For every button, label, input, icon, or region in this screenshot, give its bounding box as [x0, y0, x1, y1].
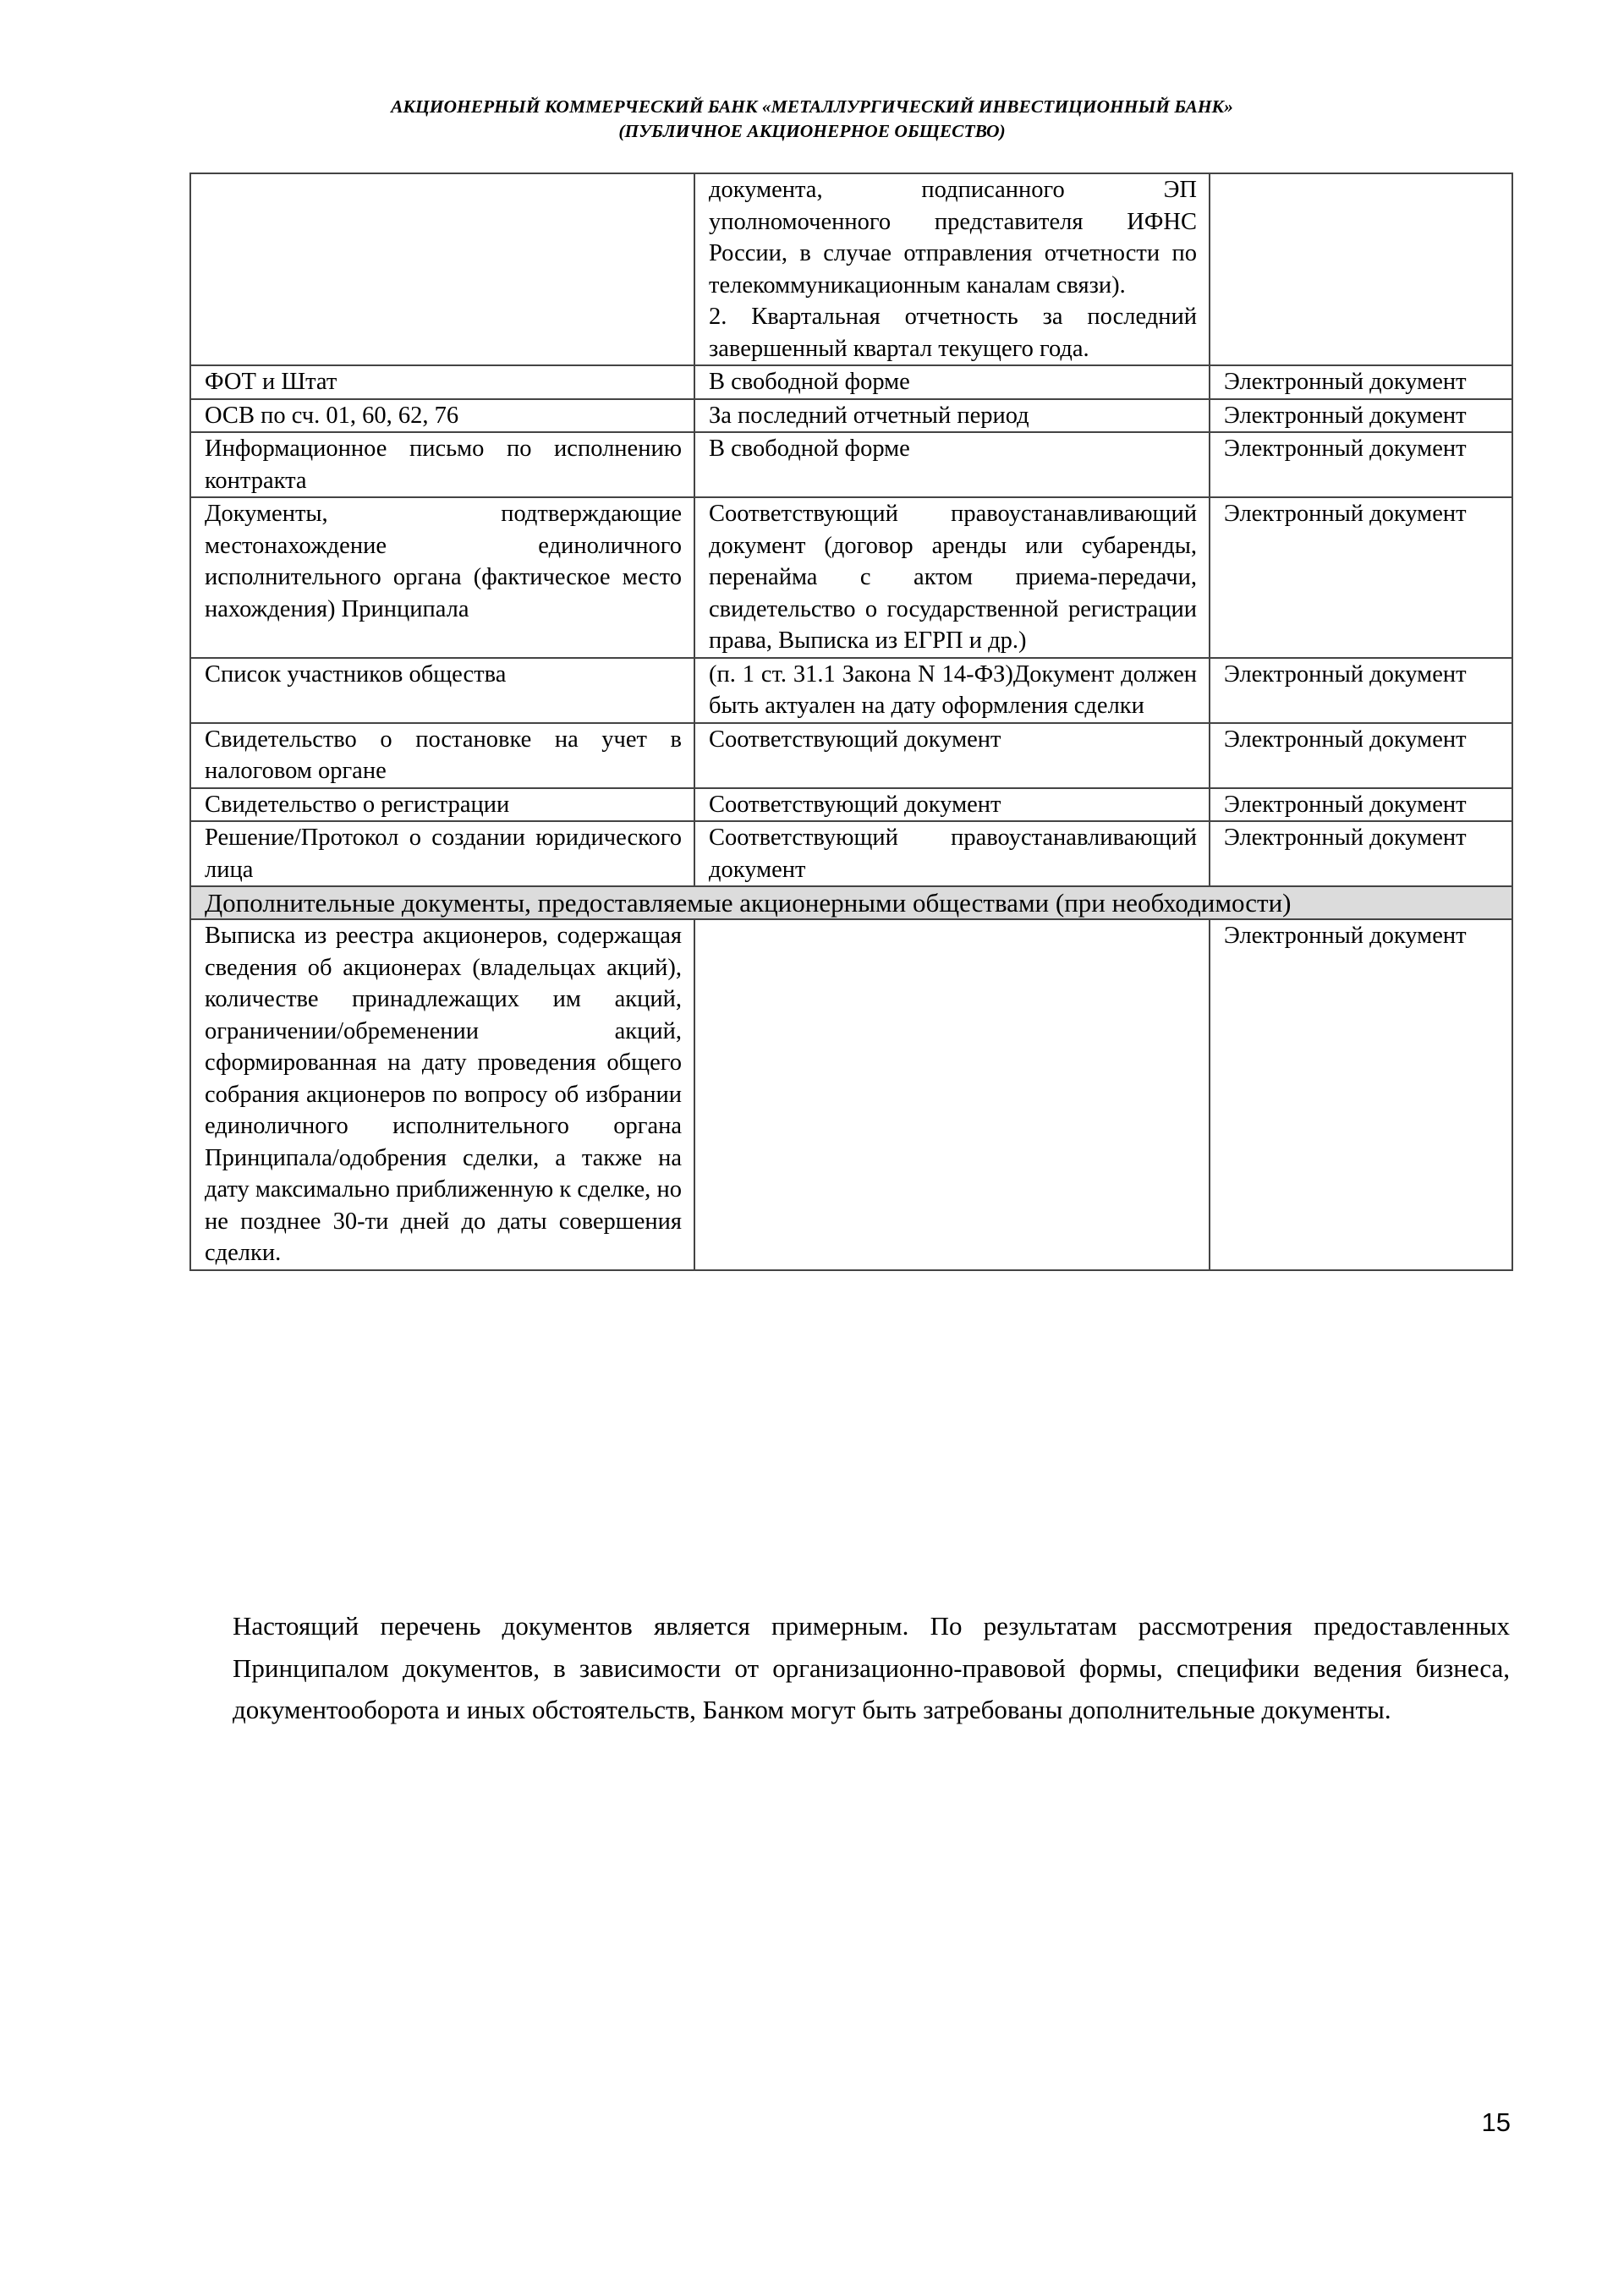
requirements-cell: Соответствующий правоустанавливающий документ: [694, 821, 1210, 886]
requirements-cell: [694, 173, 1210, 365]
format-cell: Электронный документ: [1210, 658, 1512, 723]
section-title: Дополнительные документы, предоставляемые акционерными обществами (при необходимости): [190, 886, 1512, 919]
format-cell: Электронный документ: [1210, 497, 1512, 658]
section-header-row: [190, 886, 1512, 919]
requirements-text: 2. Квартальная отчетность за последний завершенный квартал текущего года.: [709, 304, 1197, 362]
table-row: [190, 173, 1512, 365]
table-row: [190, 821, 1512, 886]
document-name-cell: Выписка из реестра акционеров, содержащая сведения об акционерах (владельцах акций), количестве принадлежащих им акций, ограничении/обременении акций, сформированная на дату проведения общего собрания акционеров по вопросу об избрании единоличного исполнительного органа Принципала/одобрения сделки, а также на дату максимально приближенную к сделке, но не позднее 30-ти дней до даты совершения сделки.: [190, 919, 694, 1270]
table-row: [190, 497, 1512, 658]
table-row: [190, 919, 1512, 1270]
requirements-cell: Соответствующий документ: [694, 788, 1210, 822]
table-row: [190, 399, 1512, 433]
header-bank-name: АКЦИОНЕРНЫЙ КОММЕРЧЕСКИЙ БАНК «МЕТАЛЛУРГИЧЕСКИЙ ИНВЕСТИЦИОННЫЙ БАНК»: [391, 96, 1233, 117]
document-name-cell: Информационное письмо по исполнению контракта: [190, 432, 694, 497]
format-cell: Электронный документ: [1210, 821, 1512, 886]
format-cell: Электронный документ: [1210, 723, 1512, 788]
table-row: [190, 658, 1512, 723]
table-row: [190, 432, 1512, 497]
table-row: [190, 788, 1512, 822]
page-number: 15: [1481, 2107, 1511, 2137]
table-row: [190, 365, 1512, 399]
document-name-cell: ФОТ и Штат: [190, 365, 694, 399]
requirements-cell: Соответствующий правоустанавливающий документ (договор аренды или субаренды, перенайма с актом приема-передачи, свидетельство о государственной регистрации права, Выписка из ЕГРП и др.): [694, 497, 1210, 658]
table-row: [190, 723, 1512, 788]
format-cell: Электронный документ: [1210, 432, 1512, 497]
document-name-cell: [190, 173, 694, 365]
closing-note: Настоящий перечень документов является примерным. По результатам рассмотрения предоставленных Принципалом документов, в зависимости от организационно-правовой формы, специфики ведения бизнеса, документооборота и иных обстоятельств, Банком могут быть затребованы дополнительные документы.: [233, 1611, 1510, 1724]
document-name-cell: Решение/Протокол о создании юридического лица: [190, 821, 694, 886]
requirements-cell: За последний отчетный период: [694, 399, 1210, 433]
documents-table: [189, 173, 1513, 1271]
requirements-text: документа, подписанного ЭП уполномоченного представителя ИФНС России, в случае отправления отчетности по телекоммуникационным каналам связи).: [709, 177, 1197, 299]
requirements-cell: (п. 1 ст. 31.1 Закона N 14-ФЗ)Документ должен быть актуален на дату оформления сделки: [694, 658, 1210, 723]
requirements-cell: В свободной форме: [694, 432, 1210, 497]
format-cell: Электронный документ: [1210, 365, 1512, 399]
document-name-cell: Свидетельство о постановке на учет в налоговом органе: [190, 723, 694, 788]
document-name-cell: ОСВ по сч. 01, 60, 62, 76: [190, 399, 694, 433]
format-cell: [1210, 173, 1512, 365]
document-name-cell: Свидетельство о регистрации: [190, 788, 694, 822]
document-name-cell: Список участников общества: [190, 658, 694, 723]
requirements-cell: В свободной форме: [694, 365, 1210, 399]
requirements-cell: [694, 919, 1210, 1270]
requirements-cell: Соответствующий документ: [694, 723, 1210, 788]
header-bank-form: (ПУБЛИЧНОЕ АКЦИОНЕРНОЕ ОБЩЕСТВО): [618, 121, 1006, 141]
document-name-cell: Документы, подтверждающие местонахождение единоличного исполнительного органа (фактическое место нахождения) Принципала: [190, 497, 694, 658]
format-cell: Электронный документ: [1210, 919, 1512, 1270]
format-cell: Электронный документ: [1210, 788, 1512, 822]
page-header: [0, 95, 1624, 144]
format-cell: Электронный документ: [1210, 399, 1512, 433]
